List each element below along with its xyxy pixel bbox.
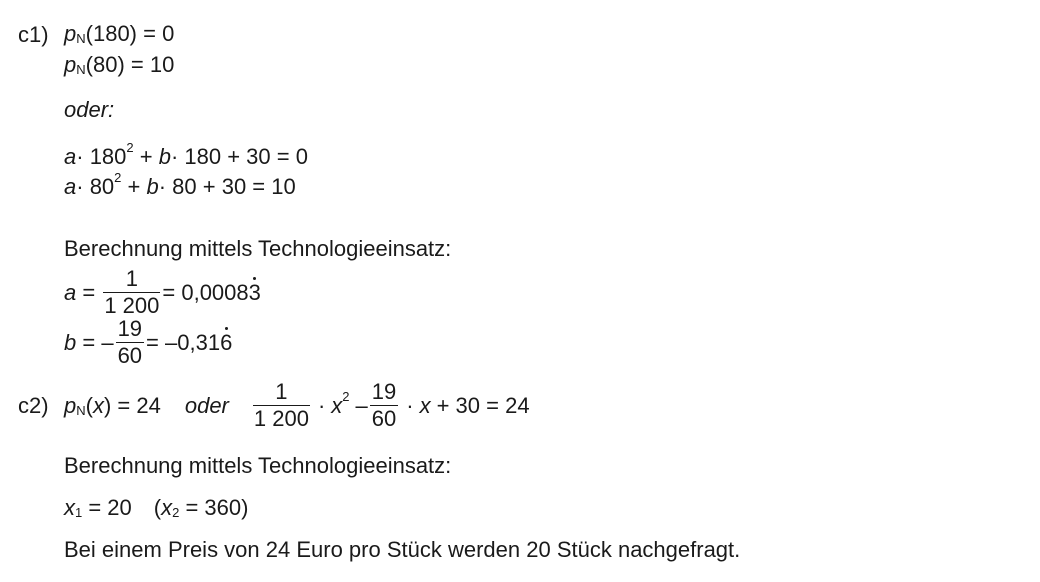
- fraction-19-over-60: [371, 381, 397, 430]
- term: · 80 + 30 = 10: [158, 174, 296, 199]
- oder-word: oder: [184, 392, 229, 418]
- var-b: b: [146, 174, 159, 199]
- equation-pn-80: p $_N$ (80) = 10: [64, 52, 175, 77]
- repeating-digit: 3: [248, 279, 261, 305]
- system-equation-2: a · 80 $^2$ + b · 80 + 30 = 10: [64, 170, 296, 199]
- plus: +: [121, 174, 147, 199]
- p-symbol: p: [64, 21, 77, 46]
- numerator: 19: [117, 316, 143, 341]
- var-x: x: [161, 495, 173, 520]
- fraction-19-over-60: [117, 318, 143, 367]
- repeating-digit: 6: [220, 329, 233, 355]
- equation-rest: ) = 24: [103, 392, 161, 418]
- var-a: a: [64, 174, 77, 199]
- fraction-one-over-1200: [104, 268, 159, 317]
- denominator: 60: [117, 343, 143, 368]
- solution-a: [64, 268, 261, 317]
- p-symbol: p: [64, 52, 77, 77]
- value-360: = 360): [179, 495, 249, 520]
- equation-rest: (80) = 10: [85, 52, 175, 77]
- value-20: = 20: [82, 495, 132, 520]
- p-symbol: p: [64, 392, 77, 418]
- equation-tail: + 30 = 24: [436, 392, 530, 418]
- system-equation-1: a · 180 $^2$ + b · 180 + 30 = 0: [64, 140, 308, 169]
- decimal-value: = 0,0008: [162, 279, 249, 305]
- multiply-dot: ·: [317, 392, 326, 418]
- paren-open: (: [153, 495, 162, 520]
- equals: =: [76, 279, 102, 305]
- equals: = –: [76, 329, 114, 355]
- term: · 180 + 30 = 0: [170, 144, 308, 169]
- solution-b: [64, 318, 232, 367]
- var-a: a: [64, 144, 77, 169]
- oder-label: oder:: [64, 97, 115, 122]
- var-x: x: [64, 495, 75, 520]
- var-a: a: [64, 279, 77, 305]
- equation-rest: (180) = 0: [85, 21, 175, 46]
- equation-c2: p $_N$ ( x ) = 24 oder $\frac{1}{1 200}$ · x $^2$ – $\frac{19}{60}$ · x + 30 = 24: [64, 379, 530, 431]
- technology-note-c1: Berechnung mittels Technologieeinsatz:: [64, 236, 452, 261]
- var-b: b: [158, 144, 171, 169]
- numerator: 1: [253, 381, 310, 406]
- answer-sentence: Bei einem Preis von 24 Euro pro Stück werden 20 Stück nachgefragt.: [64, 537, 741, 562]
- numerator: 19: [371, 379, 397, 404]
- technology-note-c2: Berechnung mittels Technologieeinsatz:: [64, 453, 452, 478]
- numerator: 1: [103, 268, 160, 293]
- part-label-c1: c1): [18, 22, 49, 47]
- fraction-one-over-1200: [254, 381, 309, 430]
- var-x: x: [92, 392, 104, 418]
- var-b: b: [64, 329, 77, 355]
- decimal-value: = –0,31: [146, 329, 221, 355]
- var-x: x: [331, 392, 343, 418]
- minus: –: [355, 392, 368, 418]
- denominator: 60: [371, 406, 397, 431]
- term: · 180: [76, 144, 127, 169]
- term: · 80: [76, 174, 115, 199]
- plus: +: [133, 144, 159, 169]
- denominator: 1 200: [104, 293, 160, 318]
- var-x: x: [419, 392, 431, 418]
- part-label-c2: c2): [18, 393, 49, 418]
- equation-pn-180: p $_N$ (180) = 0: [64, 21, 175, 46]
- solution-x: x $_1$ = 20 ( x $_2$ = 360): [64, 495, 249, 520]
- paren-open: (: [85, 392, 93, 418]
- multiply-dot: ·: [406, 392, 414, 418]
- denominator: 1 200: [253, 406, 309, 431]
